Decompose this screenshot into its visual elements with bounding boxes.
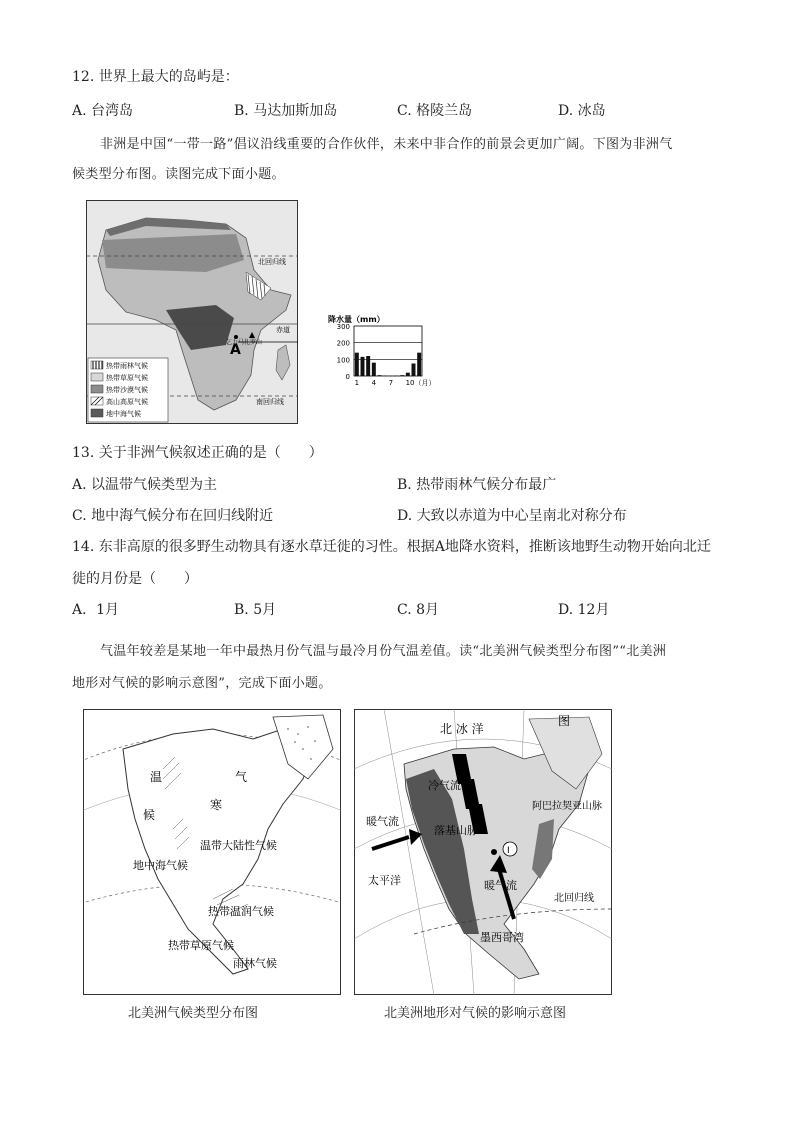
- intro1-line1: 非洲是中国“一带一路”倡议沿线重要的合作伙伴，未来中非合作的前景会更加广阔。下图为非洲气: [100, 137, 673, 152]
- precip-bar: [406, 373, 410, 376]
- na-terrain-caption: 北美洲地形对气候的影响示意图: [384, 1006, 567, 1021]
- label-subtropical-humid: 热带温润气候: [208, 905, 274, 918]
- legend-item-grassland: [91, 373, 148, 382]
- q13-option-a: A. 以温带气候类型为主: [72, 477, 218, 493]
- q14-option-c: C. 8月: [397, 602, 440, 618]
- label-greenland: 图: [558, 714, 571, 728]
- svg-text:高山高原气候: 高山高原气候: [106, 398, 148, 406]
- q12-option-b: B. 马达加斯加岛: [234, 103, 338, 119]
- y-tick-label: 0: [345, 373, 350, 381]
- legend-item-mediterranean: [91, 409, 141, 418]
- y-tick-label: 300: [336, 323, 350, 331]
- label-hou: 候: [143, 808, 156, 822]
- x-tick-label: 1: [354, 379, 360, 387]
- q14-line1: 14. 东非高原的很多野生动物具有逐水草迁徙的习性。根据A地降水资料，推断该地野生动物开始向北迁: [72, 539, 711, 555]
- label-arctic: 北 冰 洋: [440, 722, 484, 736]
- label-pacific: 太平洋: [368, 874, 401, 887]
- precip-bar: [372, 363, 376, 376]
- q14-option-d: D. 12月: [558, 602, 610, 618]
- na-terrain-map: [354, 709, 612, 999]
- precip-bar: [417, 353, 421, 376]
- precip-bar: [412, 364, 416, 377]
- q12-option-d: D. 冰岛: [558, 103, 606, 119]
- chart-title: 降水量（mm）: [328, 315, 385, 324]
- q12-option-c: C. 格陵兰岛: [397, 103, 473, 119]
- q13-option-c: C. 地中海气候分布在回归线附近: [72, 508, 274, 524]
- y-tick-label: 200: [336, 339, 350, 348]
- na-climate-map: [83, 709, 341, 999]
- label-mountain: 乞力马扎罗山: [226, 339, 263, 346]
- precip-bar: [355, 353, 359, 376]
- q12-option-a: A. 台湾岛: [72, 103, 134, 119]
- label-qi: 气: [235, 770, 248, 784]
- q13-stem: 13. 关于非洲气候叙述正确的是（ ）: [72, 445, 323, 461]
- label-point-a: A: [230, 342, 241, 358]
- x-tick-label: 10（月）: [405, 379, 436, 387]
- label-tropic-north: 北回归线: [258, 258, 286, 266]
- q14-line2: 徙的月份是（ ）: [72, 571, 198, 587]
- precip-bar: [378, 375, 382, 376]
- precip-bar: [400, 375, 404, 376]
- label-tropic-south: 南回归线: [256, 398, 284, 406]
- q13-option-b: B. 热带雨林气候分布最广: [397, 477, 557, 493]
- q12-stem: 12. 世界上最大的岛屿是：: [72, 69, 239, 85]
- svg-text:地中海气候: 地中海气候: [106, 410, 141, 418]
- q14-option-a: A．1月: [72, 602, 120, 618]
- label-tropical-grassland: 热带草原气候: [168, 939, 234, 952]
- y-tick-label: 100: [336, 356, 350, 365]
- intro1-line2: 候类型分布图。读图完成下面小题。: [72, 167, 285, 182]
- intro2-line1: 气温年较差是某地一年中最热月份气温与最冷月份气温差值。读“北美洲气候类型分布图”“北美洲: [100, 644, 667, 659]
- label-warm-flow-west: 暖气流: [366, 815, 399, 828]
- precip-bar: [361, 357, 365, 376]
- x-tick-label: 4: [371, 379, 377, 387]
- na-climate-caption: 北美洲气候类型分布图: [128, 1006, 259, 1021]
- label-point-i: Ⅰ: [507, 846, 510, 856]
- label-wen: 温: [150, 770, 163, 784]
- legend-item-desert: [91, 385, 148, 394]
- label-cold: 寒: [210, 798, 223, 812]
- label-equator: 赤道: [276, 326, 290, 334]
- label-cold-flow: 冷气流: [428, 779, 461, 792]
- label-appalachian: 阿巴拉契亚山脉: [532, 801, 602, 812]
- africa-climate-map: [86, 200, 298, 428]
- label-gulf: 墨西哥湾: [480, 931, 524, 944]
- legend-item-rainforest: [91, 361, 148, 370]
- x-tick-label: 7: [388, 379, 394, 387]
- label-tropical-rainforest: 雨林气候: [233, 957, 277, 970]
- precip-bar: [383, 376, 387, 377]
- svg-text:热带草原气候: 热带草原气候: [106, 374, 148, 382]
- intro2-line2: 地形对气候的影响示意图”，完成下面小题。: [72, 676, 332, 691]
- q14-option-b: B. 5月: [234, 602, 277, 618]
- label-gulf-flow: 暖气流: [484, 879, 517, 892]
- svg-text:热带沙漠气候: 热带沙漠气候: [106, 386, 148, 394]
- label-mediterranean: 地中海气候: [133, 859, 188, 872]
- point-i-marker: [491, 849, 497, 855]
- svg-text:热带雨林气候: 热带雨林气候: [106, 362, 148, 370]
- precipitation-chart: [298, 312, 438, 396]
- legend-item-highland: [91, 397, 148, 406]
- label-rocky: 落基山脉: [434, 824, 478, 837]
- precip-bar: [395, 376, 399, 377]
- label-temperate-continental: 温带大陆性气候: [200, 839, 277, 852]
- q13-option-d: D. 大致以赤道为中心呈南北对称分布: [397, 508, 627, 524]
- precip-bar: [366, 356, 370, 376]
- label-tropic: 北回归线: [554, 893, 594, 904]
